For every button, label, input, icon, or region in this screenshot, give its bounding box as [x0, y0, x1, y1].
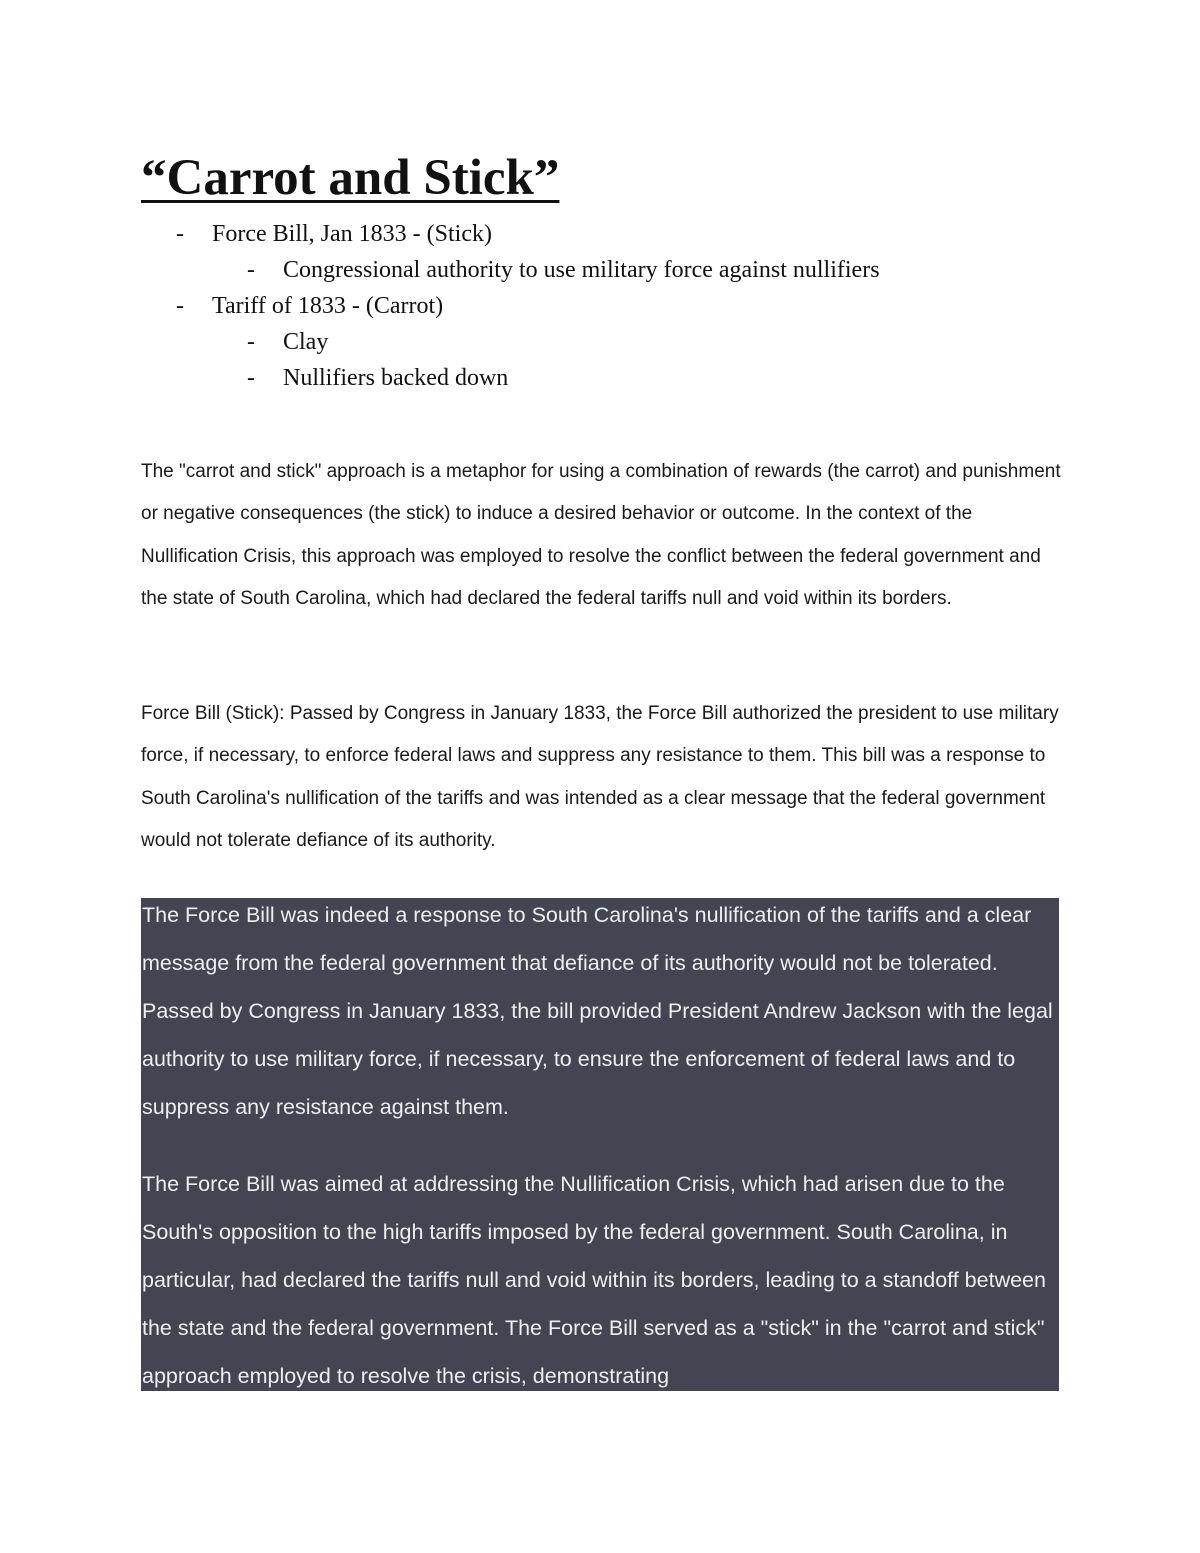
outline-item-text: Congressional authority to use military force against nullifiers — [283, 257, 880, 283]
outline-item-text: Nullifiers backed down — [283, 365, 509, 391]
intro-paragraph: The "carrot and stick" approach is a metaphor for using a combination of rewards (the carrot) and punishment or negative consequences (the stick) to induce a desired behavior or outcome. In the context of the Nullification Crisis, this approach was employed to resolve the conflict between the federal government and the state of South Carolina, which had declared the federal tariffs null and void within its borders. — [141, 461, 1061, 610]
outline-list — [0, 216, 1200, 396]
bullet-dash: - — [176, 293, 184, 319]
force-bill-paragraph: Force Bill (Stick): Passed by Congress in January 1833, the Force Bill authorized the president to use military force, if necessary, to enforce federal laws and suppress any resistance to them. This bill was a response to South Carolina's nullification of the tariffs and was intended as a clear message that the federal government would not tolerate defiance of its authority. — [141, 703, 1059, 852]
outline-subitem-congressional-authority — [0, 252, 1200, 288]
bullet-dash: - — [176, 221, 184, 247]
outline-item-text: Force Bill, Jan 1833 - (Stick) — [212, 221, 492, 247]
outline-item-text: Tariff of 1833 - (Carrot) — [212, 293, 444, 319]
bullet-dash: - — [247, 257, 255, 283]
outline-subitem-clay — [0, 324, 1200, 360]
outline-item-force-bill — [0, 216, 1200, 252]
highlighted-text-block — [141, 898, 1059, 1391]
outline-subitem-nullifiers — [0, 360, 1200, 396]
outline-item-text: Clay — [283, 329, 329, 355]
outline-item-tariff-1833 — [0, 288, 1200, 324]
bullet-dash: - — [247, 329, 255, 355]
bullet-dash: - — [247, 365, 255, 391]
highlighted-paragraph: The Force Bill was indeed a response to South Carolina's nullification of the tariffs and a clear message from the federal government that defiance of its authority would not be tolerated. Passed by Congress in January 1833, the bill provided President Andrew Jackson with the legal authority to use military force, if necessary, to ensure the enforcement of federal laws and to suppress any resistance against them. — [142, 903, 1053, 1119]
page-title: “Carrot and Stick” — [141, 150, 560, 206]
highlighted-paragraph: The Force Bill was aimed at addressing the Nullification Crisis, which had arisen due to the South's opposition to the high tariffs imposed by the federal government. South Carolina, in particular, had declared the tariffs null and void within its borders, leading to a standoff between the state and the federal government. The Force Bill served as a "stick" in the "carrot and stick" approach employed to resolve the crisis, demonstrating — [142, 1172, 1046, 1388]
